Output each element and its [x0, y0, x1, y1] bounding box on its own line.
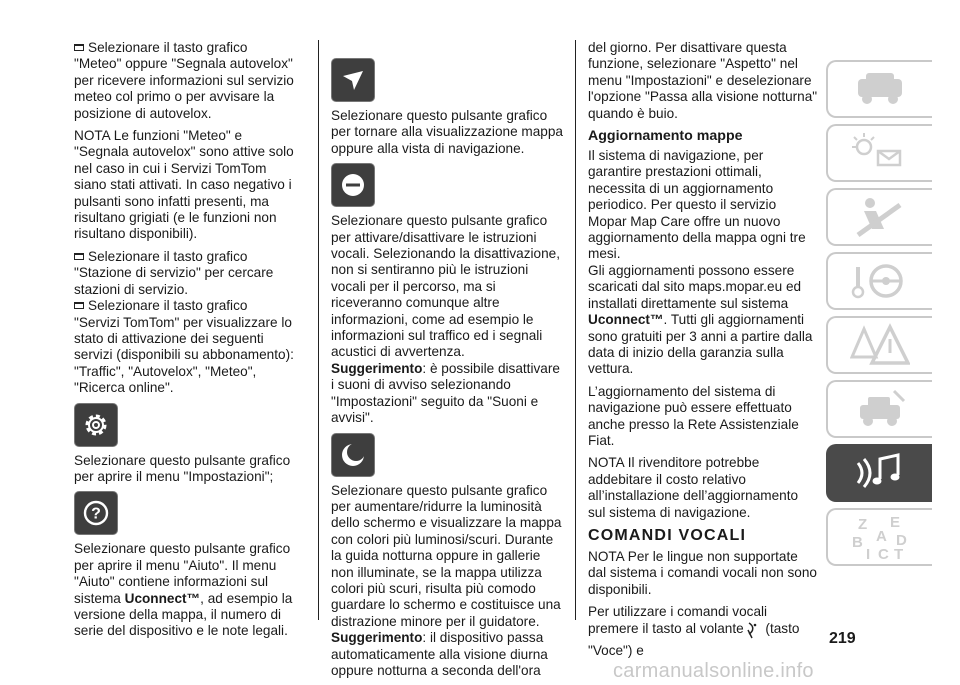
tab-roadside-emergency[interactable]: [826, 316, 932, 374]
roadside-warning-icon: [850, 323, 910, 367]
multimedia-music-icon: [850, 451, 910, 495]
svg-text:E: E: [890, 514, 901, 531]
svg-text:B: B: [852, 534, 863, 551]
svg-text:T: T: [894, 546, 904, 561]
tab-car-dashboard[interactable]: [826, 60, 932, 118]
paragraph-scaricati: Gli aggiornamenti possono essere scaricati dal sito maps.mopar.eu ed installati direttamente sul sistema Uconnect™. Tutti gli aggiornamenti sono gratuiti per 3 anni a partire dalla data di inizio della garanzia sulla vettura.: [588, 262, 813, 377]
voice-mute-icon: [331, 163, 375, 207]
button-bullet-icon: [74, 302, 84, 309]
paragraph-nota-rivenditore: NOTA Il rivenditore potrebbe addebitare il costo relativo all’installazione dell’aggiornamento sul sistema di navigazione.: [588, 455, 799, 520]
paragraph-utilizzare: Per utilizzare i comandi vocali premere il tasto al volante (tasto "Voce") e: [588, 604, 800, 658]
car-dashboard-icon: [852, 69, 908, 109]
paragraph-meteo: Selezionare il tasto grafico "Meteo" oppure "Segnala autovelox" per ricevere informazioni sul servizio meteo col primo o per avvisare la posizione di autovelox.: [74, 40, 294, 121]
button-bullet-icon: [74, 253, 84, 260]
paragraph-istruzioni-vocali: Selezionare questo pulsante grafico per attivare/disattivare le istruzioni vocali. Selezionando la disattivazione, non si sentiranno più le istruzioni vocali per il percorso, ma si riceveranno comunque altre informazioni, come ad esempio le informazioni sul traffico ed i segnali acustici di avvertenza. Suggerimento: è possibile disattivare i suoni di avviso selezionando "Impostazioni" seguito da "Suoni e avvisi".: [331, 213, 560, 426]
alphabet-index-icon: [848, 513, 912, 561]
airbag-person-icon: [850, 195, 910, 239]
button-bullet-icon: [74, 44, 84, 51]
voice-steering-button-icon: [746, 621, 760, 643]
paragraph-vista-mappa: Selezionare questo pulsante grafico per tornare alla visualizzazione mappa oppure alla vista di navigazione.: [331, 108, 563, 156]
column-2: [331, 56, 563, 685]
help-question-icon: [74, 491, 118, 535]
settings-gear-icon: [74, 403, 118, 447]
chapter-tabs: [826, 60, 934, 572]
column-3: [588, 40, 818, 665]
navigation-arrow-icon: [331, 58, 375, 102]
tools-car-icon: [850, 387, 910, 431]
watermark: carmanualsonline.info: [613, 660, 814, 682]
svg-text:I: I: [866, 546, 871, 561]
heading-aggiornamento-mappe: Aggiornamento mappe: [588, 128, 743, 145]
paragraph-nota-tomtom: NOTA Le funzioni "Meteo" e "Segnala autovelox" sono attive solo nel caso in cui i Servizi TomTom siano stati attivati. In caso negativo i pulsanti sono infatti presenti, ma risultano grigiati (e le funzioni non risultano disponibili).: [74, 128, 294, 242]
tab-multimedia[interactable]: [826, 444, 932, 502]
svg-text:D: D: [896, 532, 907, 549]
column-1: [74, 40, 296, 646]
paragraph-servizi-tomtom: Selezionare il tasto grafico "Servizi TomTom" per visualizzare lo stato di attivazione dei seguenti servizi (disponibili su abbonamento): "Traffic", "Autovelox", "Meteo", "Ricerca online".: [74, 298, 294, 396]
paragraph-stazione: Selezionare il tasto grafico "Stazione di servizio" per cercare stazioni di servizio.: [74, 248, 274, 297]
svg-text:Z: Z: [858, 516, 868, 533]
paragraph-giorno: del giorno. Per disattivare questa funzione, selezionare "Aspetto" nel menu "Impostazioni" e deselezionare l'opzione "Passa alla visione notturna" quando è buio.: [588, 40, 818, 121]
paragraph-luminosita: Selezionare questo pulsante grafico per aumentare/ridurre la luminosità dello schermo e visualizzare la mappa con colori più luminosi/scuri. Durante la guida notturna oppure in gallerie non illuminate, se la mappa utilizza colori più scuri, risulta più comodo guardare lo schermo e costituisce una distrazione minore per il guidatore.: [331, 482, 562, 629]
page-number: 219: [829, 630, 856, 647]
heading-comandi-vocali: COMANDI VOCALI: [588, 526, 747, 544]
tab-alphabetical-index[interactable]: [826, 508, 932, 566]
night-mode-moon-icon: [331, 433, 375, 477]
paragraph-aggiornamento: Il sistema di navigazione, per garantire prestazioni ottimali, necessita di un aggiornamento periodico. Per questo il servizio Mopar Map Care offre un nuovo aggiornamento della mappa ogni tre mesi.: [588, 148, 806, 262]
tab-key-steering[interactable]: [826, 252, 932, 310]
column-divider: [318, 40, 319, 620]
column-divider: [575, 40, 576, 620]
svg-text:C: C: [878, 546, 889, 561]
warning-lights-icon: [848, 131, 912, 175]
svg-text:A: A: [876, 528, 887, 545]
tab-airbag-safety[interactable]: [826, 188, 932, 246]
paragraph-rete-assistenziale: L’aggiornamento del sistema di navigazione può essere effettuato anche presso la Rete Assistenziale Fiat.: [588, 383, 799, 448]
paragraph-aiuto: Selezionare questo pulsante grafico per aprire il menu "Aiuto". Il menu "Aiuto" contiene informazioni sul sistema Uconnect™, ad esempio la versione della mappa, il numero di serie del dispositivo e le note legali.: [74, 541, 293, 639]
paragraph-nota-lingue: NOTA Per le lingue non supportate dal sistema i comandi vocali non sono disponibili.: [588, 548, 817, 597]
paragraph-suggerimento: Suggerimento: il dispositivo passa automaticamente alla visione diurna oppure notturna a seconda dell'ora: [331, 630, 548, 678]
tab-warning-lights[interactable]: [826, 124, 932, 182]
paragraph-impostazioni: Selezionare questo pulsante grafico per aprire il menu "Impostazioni";: [74, 452, 291, 484]
key-steering-wheel-icon: [850, 259, 910, 303]
tab-maintenance[interactable]: [826, 380, 932, 438]
svg-text:?: ?: [91, 505, 101, 523]
